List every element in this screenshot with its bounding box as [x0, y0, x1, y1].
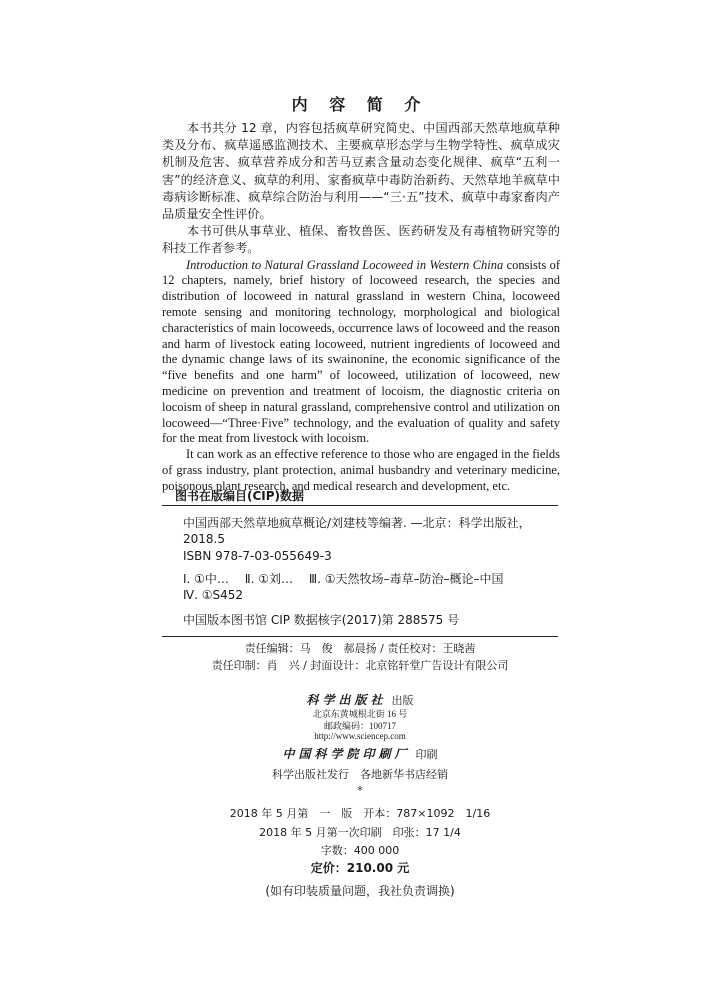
book-title-en: Introduction to Natural Grassland Locoweed in Western China	[186, 257, 504, 272]
summary-en-paragraph: It can work as an effective reference to those who are engaged in the fields of grass industry, plant protection, animal husbandry and veterinary medicine, poisonous plant research, and medical research and development, etc.	[162, 447, 560, 493]
editor-credits: 责任编辑：马 俊 郝晨扬 / 责任校对：王晓茜	[244, 642, 476, 655]
cip-date-line: 2018.5	[183, 532, 225, 546]
printer-action: 印刷	[415, 748, 438, 761]
publisher-postcode: 邮政编码：100717	[323, 721, 396, 731]
cip-record-number: 中国版本图书馆 CIP 数据核字(2017)第 288575 号	[183, 613, 460, 627]
production-credits: 责任印制：肖 兴 / 封面设计：北京铭轩堂广告设计有限公司	[211, 659, 509, 672]
publisher-url: http://www.sciencep.com	[314, 731, 406, 741]
cip-classification: Ⅰ. ①中… Ⅱ. ①刘… Ⅲ. ①天然牧场–毒草–防治–概论–中国	[183, 572, 504, 586]
price: 定价：210.00 元	[310, 861, 410, 875]
summary-en-text: consists of 12 chapters, namely, brief history of locoweed research, the species and distribution of locoweed in natural grassland in western China, locoweed remote sensing and monitoring technology, morphological and biological characteristics of main locoweeds, occurrence laws of locoweed and the reason and harm of livestock eating locoweed, nutrient ingredients of locoweed and the dynamic change laws of its swainonine, the economic significance of the “five benefits and one harm” of locoweed, utilization of locoweed, new medicine on prevention and treatment of locoism, the diagnostic criteria on locoism of sheep in natural grassland, comprehensive control and utilization on locoweed—“Three·Five” technology, and the evaluation of quality and safety for the meat from livestock with locoism.	[162, 257, 561, 446]
cip-title-line: 中国西部天然草地疯草概论/刘建枝等编著. —北京：科学出版社，	[183, 516, 531, 530]
cip-heading: 图书在版编目(CIP)数据	[175, 489, 305, 503]
separator-star: *	[357, 784, 363, 797]
publisher-line	[0, 689, 720, 708]
cip-bottom-rule	[162, 636, 558, 637]
cip-top-rule	[162, 505, 558, 506]
quality-note: (如有印装质量问题，我社负责调换)	[265, 884, 455, 898]
cip-classification: Ⅳ. ①S452	[183, 588, 243, 602]
summary-zh-paragraph: 本书可供从事草业、植保、畜牧兽医、医药研发及有毒植物研究等的科技工作者参考。	[162, 224, 560, 256]
summary-zh-paragraph: 本书共分 12 章，内容包括疯草研究简史、中国西部天然草地疯草种类及分布、疯草遥感监测技术、主要疯草形态学与生物学特性、疯草成灾机制及危害、疯草营养成分和苦马豆素含量动态变化规律、疯草“五利一害”的经济意义、疯草的利用、家畜疯草中毒防治新药、天然草地羊疯草中毒病诊断标准、疯草综合防治与利用——“三·五”技术、疯草中毒家畜肉产品质量安全性评价。	[162, 121, 560, 222]
summary-en-paragraph	[162, 258, 560, 448]
page-title: 内 容 简 介	[291, 95, 429, 114]
distribution-line: 科学出版社发行 各地新华书店经销	[272, 768, 448, 781]
printer-name: 中国科学院印刷厂	[282, 747, 411, 761]
publisher-address: 北京东黄城根北街 16 号	[312, 709, 408, 719]
word-count: 字数：400 000	[320, 844, 400, 857]
summary-block	[162, 120, 560, 495]
publisher-action: 出版	[391, 694, 414, 707]
printer-line	[0, 743, 720, 762]
edition-line: 2018 年 5 月第 一 版 开本：787×1092 1/16	[229, 807, 491, 820]
publisher-name: 科学出版社	[306, 693, 387, 707]
cip-isbn: ISBN 978-7-03-055649-3	[183, 549, 332, 563]
printing-line: 2018 年 5 月第一次印刷 印张：17 1/4	[259, 826, 461, 839]
